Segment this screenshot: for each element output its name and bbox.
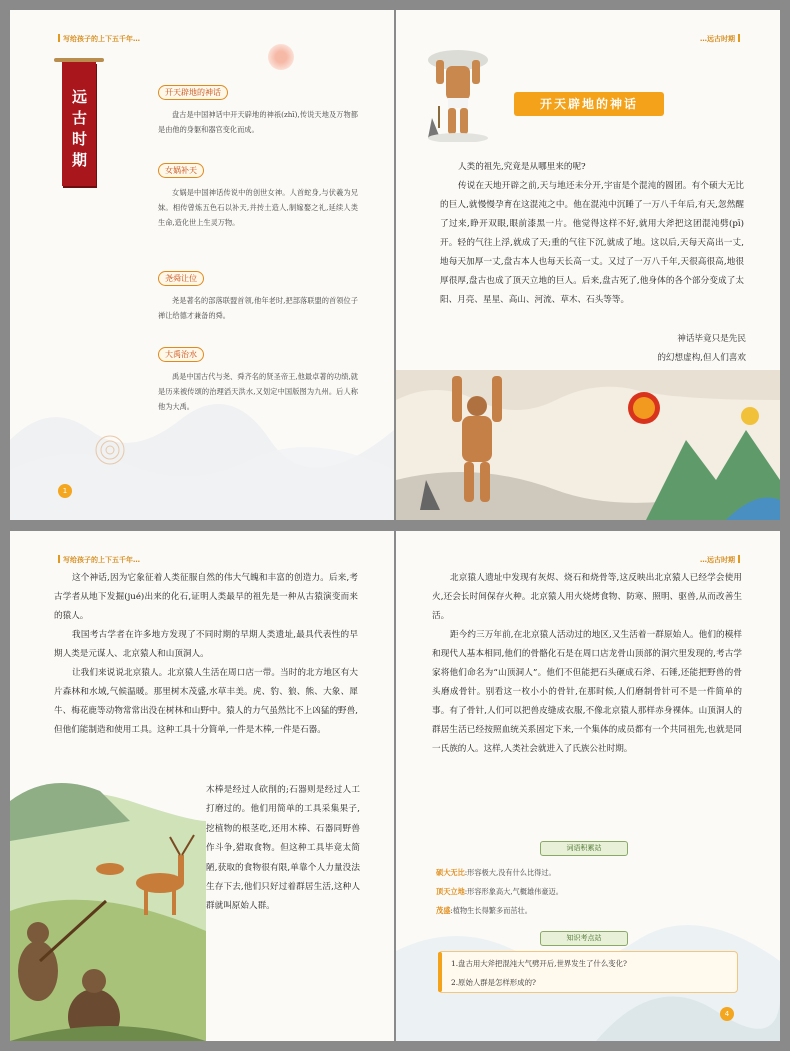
paragraph: 传说在天地开辟之前,天与地还未分开,宇宙是个混沌的圆团。有个硕大无比的巨人,就慢慢孕育在这混沌之中。他在混沌中沉睡了一万八千年后,有天,忽然醒了过来,睁开双眼,眼前漆黑一片。他觉得这样不好,就用大斧把这团混沌劈(pī)开。轻的气往上浮,就成了天;重的气往下沉,就成了地。这以后,天每天高出一丈,地每天加厚一丈,盘古本人也每天长高一丈。又过了一万八千年,天很高很高,地很厚很厚,盘古也成了顶天立地的巨人。后来,盘古死了,他身体的各个部分变成了太阳、月亮、星星、高山、河流、草木、石头等等。 <box>440 181 744 305</box>
chapter-header: …远古时期 <box>700 555 740 565</box>
quiz-section-title: 知识考点站 <box>540 931 628 946</box>
page-3 <box>10 531 394 1041</box>
article-continuation: 木棒是经过人砍削的;石器则是经过人工打磨过的。他们用简单的工具采集果子,挖植物的根茎吃,还用木棒、石器同野兽作斗争,猎取食物。但这种工具毕竟太简陋,获取的食物很有限,单靠个人力量没法生存下去,他们只好过着群居生活,这种人群就叫原始人群。 <box>206 785 360 912</box>
entry-yaoshun <box>158 266 358 323</box>
chapter-banner: 远古时期 <box>62 62 96 186</box>
article-body <box>432 569 742 759</box>
vocab-term: 茂盛 <box>436 906 451 915</box>
vocab-list <box>436 863 736 920</box>
series-header: 写给孩子的上下五千年… <box>58 555 140 565</box>
vocab-section-title: 词语积累站 <box>540 841 628 856</box>
paragraph: 距今约三万年前,在北京猿人活动过的地区,又生活着一群原始人。他们的模样和现代人基本相同,他们的骨骼化石是在周口店龙骨山顶部的洞穴里发现的,考古学家将他们命名为“山顶洞人”。他们不但能把石头砸成石斧、石锤,还能把野兽的骨头磨成骨针。别看这一枚小小的骨针,在那时候,人们磨制骨针可不是一件简单的事。有了骨针,人们可以把兽皮缝成衣服,不像北京猿人那样赤身裸体。山顶洞人的群居生活已经按照血统关系固定下来,一个集体的成员都有一个共同祖先,也就是同一氏族的人。这样,人类社会就进入了氏族公社时期。 <box>432 630 742 754</box>
paragraph: 北京猿人遗址中发现有灰烬、烧石和烧骨等,这反映出北京猿人已经学会使用火,还会长时间保存火种。北京猿人用火烧烤食物、防寒、照明、驱兽,从而改善生活。 <box>432 573 742 621</box>
page-2 <box>396 10 780 520</box>
sun-decoration <box>268 44 294 70</box>
entry-text: 盘古是中国神话中开天辟地的神祇(zhī),传说天地及万物都是由他的身躯和器官变化而成。 <box>158 110 358 134</box>
paragraph: 我国考古学者在许多地方发现了不同时期的早期人类遗址,最具代表性的早期人类是元谋人、北京猿人和山顶洞人。 <box>54 630 358 659</box>
entry-tag: 女娲补天 <box>158 163 204 178</box>
vocab-term: 硕大无比 <box>436 868 465 877</box>
entry-tag: 尧舜让位 <box>158 271 204 286</box>
peking-man-hunting-illustration <box>10 771 206 1041</box>
entry-text: 尧是著名的部落联盟首领,他年老时,把部落联盟的首领位子禅让给德才兼备的舜。 <box>158 296 358 320</box>
vocab-item <box>436 882 736 901</box>
paragraph: 让我们来说说北京猿人。北京猿人生活在周口店一带。当时的北方地区有大片森林和水域,气候温暖。那里树木茂盛,水草丰美。虎、豹、狼、熊、大象、犀牛、梅花鹿等动物常常出没在树林和山野中。猿人的力气虽然比不上凶猛的野兽,但他们能制造和使用工具。这种工具十分简单,一件是木棒,一件是石器。 <box>54 668 358 735</box>
vocab-item <box>436 901 736 920</box>
paragraph: 人类的祖先,究竟是从哪里来的呢? <box>458 162 586 172</box>
entry-tag: 大禹治水 <box>158 347 204 362</box>
entry-tag: 开天辟地的神话 <box>158 85 228 100</box>
vocab-term: 顶天立地 <box>436 887 465 896</box>
vocab-definition: :形容形象高大,气概雄伟豪迈。 <box>464 887 563 896</box>
series-header: 写给孩子的上下五千年… <box>58 34 140 44</box>
article-tail <box>586 330 746 368</box>
entry-pangu <box>158 80 358 137</box>
quiz-question: 1.盘古用大斧把混沌大气劈开后,世界发生了什么变化? <box>451 959 627 968</box>
page-number: 4 <box>720 1007 734 1021</box>
vocab-definition: :形容极大,没有什么比得过。 <box>464 868 556 877</box>
tail-line: 神话毕竟只是先民 <box>677 334 746 344</box>
page-1 <box>10 10 394 520</box>
article-body <box>440 158 744 310</box>
quiz-box <box>438 951 738 993</box>
entry-text: 禹是中国古代与尧、舜齐名的贤圣帝王,他最卓著的功绩,就是历来被传颂的治理滔天洪水,又划定中国版图为九州。后人称他为大禹。 <box>158 372 358 411</box>
pangu-separating-sky-illustration <box>396 370 780 520</box>
vocab-definition: :植物生长得繁多而茁壮。 <box>450 906 532 915</box>
page-4 <box>396 531 780 1041</box>
article-body <box>54 569 358 740</box>
paragraph: 这个神话,因为它象征着人类征服自然的伟大气魄和丰富的创造力。后来,考古学者从地下发掘(jué)出来的化石,证明人类最早的祖先是一种从古猿演变而来的猿人。 <box>54 573 358 621</box>
entry-text: 女娲是中国神话传说中的创世女神。人首蛇身,与伏羲为兄妹。相传曾炼五色石以补天,并抟土造人,制嫁娶之礼,延续人类生命,造化世上生灵万物。 <box>158 188 358 227</box>
vocab-item <box>436 863 736 882</box>
entry-nuwa <box>158 158 358 230</box>
quiz-question: 2.原始人群是怎样形成的? <box>451 978 536 987</box>
article-title: 开天辟地的神话 <box>514 92 664 116</box>
chapter-header: …远古时期 <box>700 34 740 44</box>
tail-line: 的幻想虚构,但人们喜欢 <box>657 353 746 363</box>
pangu-figure-icon <box>422 46 494 142</box>
page-number: 1 <box>58 484 72 498</box>
